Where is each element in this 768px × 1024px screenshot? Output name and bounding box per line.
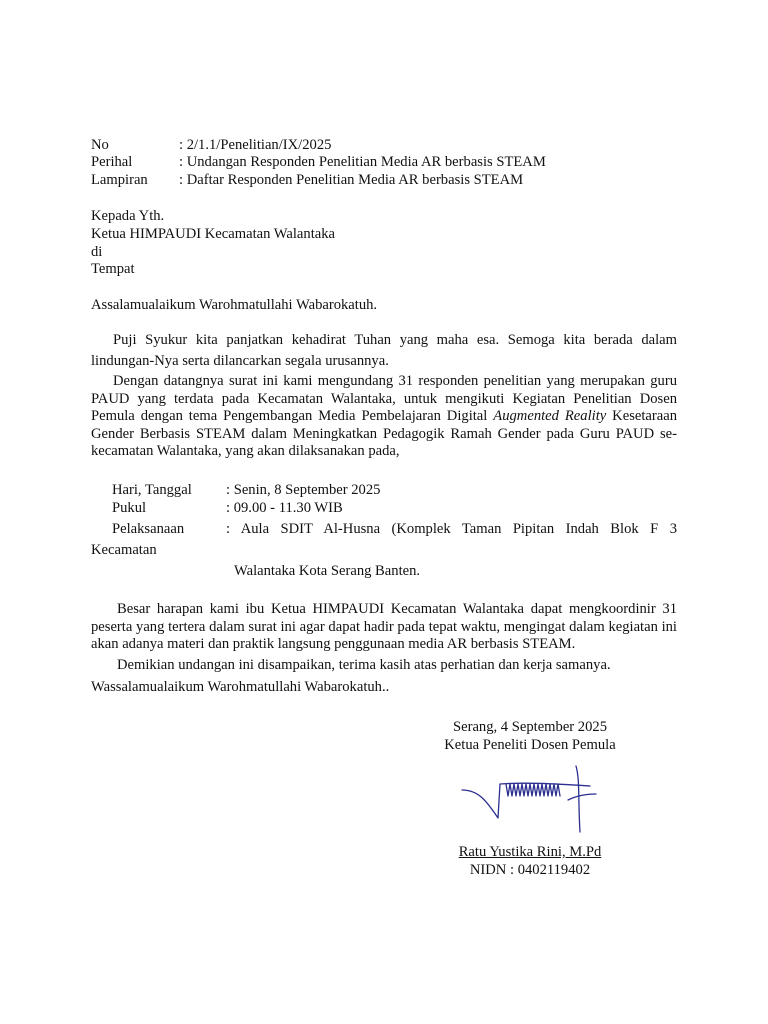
date-label: Hari, Tanggal	[112, 482, 192, 498]
time-value: : 09.00 - 11.30 WIB	[226, 500, 343, 516]
recipient-di: di	[91, 244, 103, 260]
date-value: : Senin, 8 September 2025	[226, 482, 381, 498]
paragraph-hope: Besar harapan kami ibu Ketua HIMPAUDI Kecamatan Walantaka dapat mengkoordinir 31 peserta yang tertera dalam surat ini agar dapat hadir pada tepat waktu, mengingat dalam kegiatan ini akan adanya materi dan praktik langsung penggunaan media AR berbasis STEAM.	[91, 601, 677, 653]
recipient-place: Tempat	[91, 261, 135, 277]
letter-number-value: : 2/1.1/Penelitian/IX/2025	[179, 137, 332, 153]
paragraph-invitation-italic: Augmented Reality	[493, 408, 607, 425]
paragraph-invitation-part1: Dengan datangnya surat ini kami mengundang 31 responden penelitian yang merupakan guru PAUD yang terdata pada Kecamatan Walantaka, untuk mengikuti Kegiatan Penelitian Dosen Pemula dengan tema Pengembangan Media Pembelajaran Digital	[91, 373, 677, 425]
venue-value: : Aula SDIT Al-Husna (Komplek Taman Pipitan Indah Blok F 3	[226, 521, 677, 537]
signature-block	[420, 718, 640, 754]
place-date: Serang, 4 September 2025	[452, 719, 607, 735]
time-label: Pukul	[112, 500, 147, 516]
signer-info	[420, 843, 640, 879]
signer-nidn: NIDN : 0402119402	[469, 862, 591, 878]
venue-wrap: Kecamatan	[91, 542, 157, 558]
venue-label: Pelaksanaan	[112, 521, 185, 537]
subject-value: : Undangan Responden Penelitian Media AR berbasis STEAM	[179, 154, 546, 170]
venue-continuation: Walantaka Kota Serang Banten.	[234, 563, 421, 579]
signer-name: Ratu Yustika Rini, M.Pd	[458, 844, 602, 860]
closing-greeting: Wassalamualaikum Warohmatullahi Wabarokatuh..	[91, 679, 390, 695]
recipient-salutation: Kepada Yth.	[91, 208, 165, 224]
paragraph-opening: Puji Syukur kita panjatkan kehadirat Tuhan yang maha esa. Semoga kita berada dalam lindungan-Nya serta dilancarkan segala urusannya.	[91, 332, 677, 369]
recipient-name: Ketua HIMPAUDI Kecamatan Walantaka	[91, 226, 336, 242]
paragraph-invitation	[91, 373, 677, 461]
signer-position: Ketua Peneliti Dosen Pemula	[444, 737, 616, 753]
attachment-label: Lampiran	[91, 172, 148, 188]
greeting: Assalamualaikum Warohmatullahi Wabarokatuh.	[91, 297, 378, 313]
letter-number-label: No	[91, 137, 109, 153]
paragraph-invitation-part2: Kesetaraan Gender Berbasis STEAM dalam Meningkatkan Pedagogik Ramah Gender pada Guru PAUD se-kecamatan Walantaka, yang akan dilaksanakan pada,	[91, 408, 677, 460]
attachment-value: : Daftar Responden Penelitian Media AR berbasis STEAM	[179, 172, 524, 188]
handwritten-signature	[458, 760, 608, 838]
paragraph-closing-note: Demikian undangan ini disampaikan, terima kasih atas perhatian dan kerja samanya.	[117, 657, 611, 673]
subject-label: Perihal	[91, 154, 133, 170]
